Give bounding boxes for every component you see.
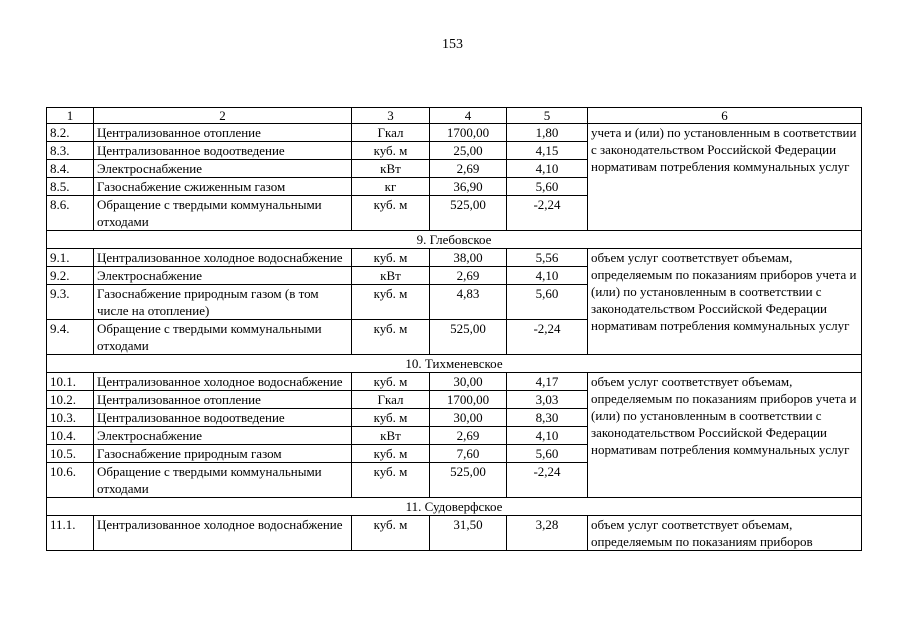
unit: кВт [352,160,430,178]
value-col4: 31,50 [430,516,507,551]
value-col4: 30,00 [430,409,507,427]
unit: куб. м [352,142,430,160]
service-name: Электроснабжение [94,427,352,445]
value-col5: 5,60 [507,445,588,463]
value-col4: 525,00 [430,463,507,498]
value-col4: 2,69 [430,160,507,178]
note-cell: объем услуг соответствует объемам, определяемым по показаниям приборов учета и (или) по установленным в соответствии с законодательством Российской Федерации нормативам потребления коммунальных услуг [588,249,862,355]
unit: кВт [352,267,430,285]
note-cell: объем услуг соответствует объемам, определяемым по показаниям приборов учета и (или) по установленным в соответствии с законодательством Российской Федерации нормативам потребления коммунальных услуг [588,373,862,498]
value-col5: -2,24 [507,463,588,498]
value-col5: 5,60 [507,285,588,320]
service-name: Газоснабжение сжиженным газом [94,178,352,196]
value-col4: 30,00 [430,373,507,391]
unit: Гкал [352,391,430,409]
header-cell: 1 [47,108,94,124]
row-number: 10.1. [47,373,94,391]
row-number: 11.1. [47,516,94,551]
value-col4: 38,00 [430,249,507,267]
header-cell: 2 [94,108,352,124]
section-row [47,231,862,249]
row-number: 8.3. [47,142,94,160]
section-row [47,498,862,516]
service-name: Централизованное холодное водоснабжение [94,249,352,267]
value-col4: 2,69 [430,427,507,445]
unit: куб. м [352,320,430,355]
value-col5: -2,24 [507,196,588,231]
value-col5: 4,10 [507,267,588,285]
value-col5: 4,10 [507,427,588,445]
header-cell: 6 [588,108,862,124]
unit: Гкал [352,124,430,142]
value-col4: 36,90 [430,178,507,196]
value-col4: 7,60 [430,445,507,463]
value-col5: 3,03 [507,391,588,409]
table-row [47,373,862,391]
row-number: 10.2. [47,391,94,409]
unit: кг [352,178,430,196]
value-col5: 4,15 [507,142,588,160]
header-cell: 5 [507,108,588,124]
value-col4: 525,00 [430,196,507,231]
unit: куб. м [352,516,430,551]
service-name: Электроснабжение [94,160,352,178]
row-number: 10.4. [47,427,94,445]
row-number: 10.5. [47,445,94,463]
value-col4: 525,00 [430,320,507,355]
tariff-table [46,107,862,551]
note-cell: учета и (или) по установленным в соответствии с законодательством Российской Федерации нормативам потребления коммунальных услуг [588,124,862,231]
section-row [47,355,862,373]
value-col5: 5,56 [507,249,588,267]
value-col4: 4,83 [430,285,507,320]
table-row [47,124,862,142]
table-row [47,249,862,267]
page-number: 153 [442,37,463,52]
service-name: Централизованное холодное водоснабжение [94,373,352,391]
service-name: Централизованное водоотведение [94,142,352,160]
unit: куб. м [352,445,430,463]
service-name: Обращение с твердыми коммунальными отходами [94,320,352,355]
service-name: Обращение с твердыми коммунальными отходами [94,463,352,498]
service-name: Централизованное холодное водоснабжение [94,516,352,551]
service-name: Обращение с твердыми коммунальными отходами [94,196,352,231]
row-number: 9.4. [47,320,94,355]
value-col4: 1700,00 [430,391,507,409]
header-cell: 4 [430,108,507,124]
section-title: 11. Судоверфское [47,498,862,516]
value-col5: 5,60 [507,178,588,196]
row-number: 8.4. [47,160,94,178]
row-number: 8.2. [47,124,94,142]
row-number: 8.6. [47,196,94,231]
service-name: Централизованное водоотведение [94,409,352,427]
header-cell: 3 [352,108,430,124]
unit: куб. м [352,463,430,498]
unit: куб. м [352,249,430,267]
unit: куб. м [352,196,430,231]
value-col5: 1,80 [507,124,588,142]
service-name: Централизованное отопление [94,391,352,409]
value-col4: 25,00 [430,142,507,160]
note-cell: объем услуг соответствует объемам, определяемым по показаниям приборов [588,516,862,551]
unit: кВт [352,427,430,445]
value-col5: 8,30 [507,409,588,427]
value-col5: 4,17 [507,373,588,391]
value-col5: -2,24 [507,320,588,355]
row-number: 9.3. [47,285,94,320]
row-number: 10.6. [47,463,94,498]
unit: куб. м [352,285,430,320]
service-name: Газоснабжение природным газом (в том числе на отопление) [94,285,352,320]
service-name: Централизованное отопление [94,124,352,142]
value-col5: 4,10 [507,160,588,178]
table-row [47,516,862,551]
value-col4: 2,69 [430,267,507,285]
header-row [47,108,862,124]
service-name: Газоснабжение природным газом [94,445,352,463]
value-col5: 3,28 [507,516,588,551]
section-title: 10. Тихменевское [47,355,862,373]
row-number: 10.3. [47,409,94,427]
row-number: 9.1. [47,249,94,267]
service-name: Электроснабжение [94,267,352,285]
row-number: 8.5. [47,178,94,196]
unit: куб. м [352,373,430,391]
value-col4: 1700,00 [430,124,507,142]
section-title: 9. Глебовское [47,231,862,249]
row-number: 9.2. [47,267,94,285]
unit: куб. м [352,409,430,427]
